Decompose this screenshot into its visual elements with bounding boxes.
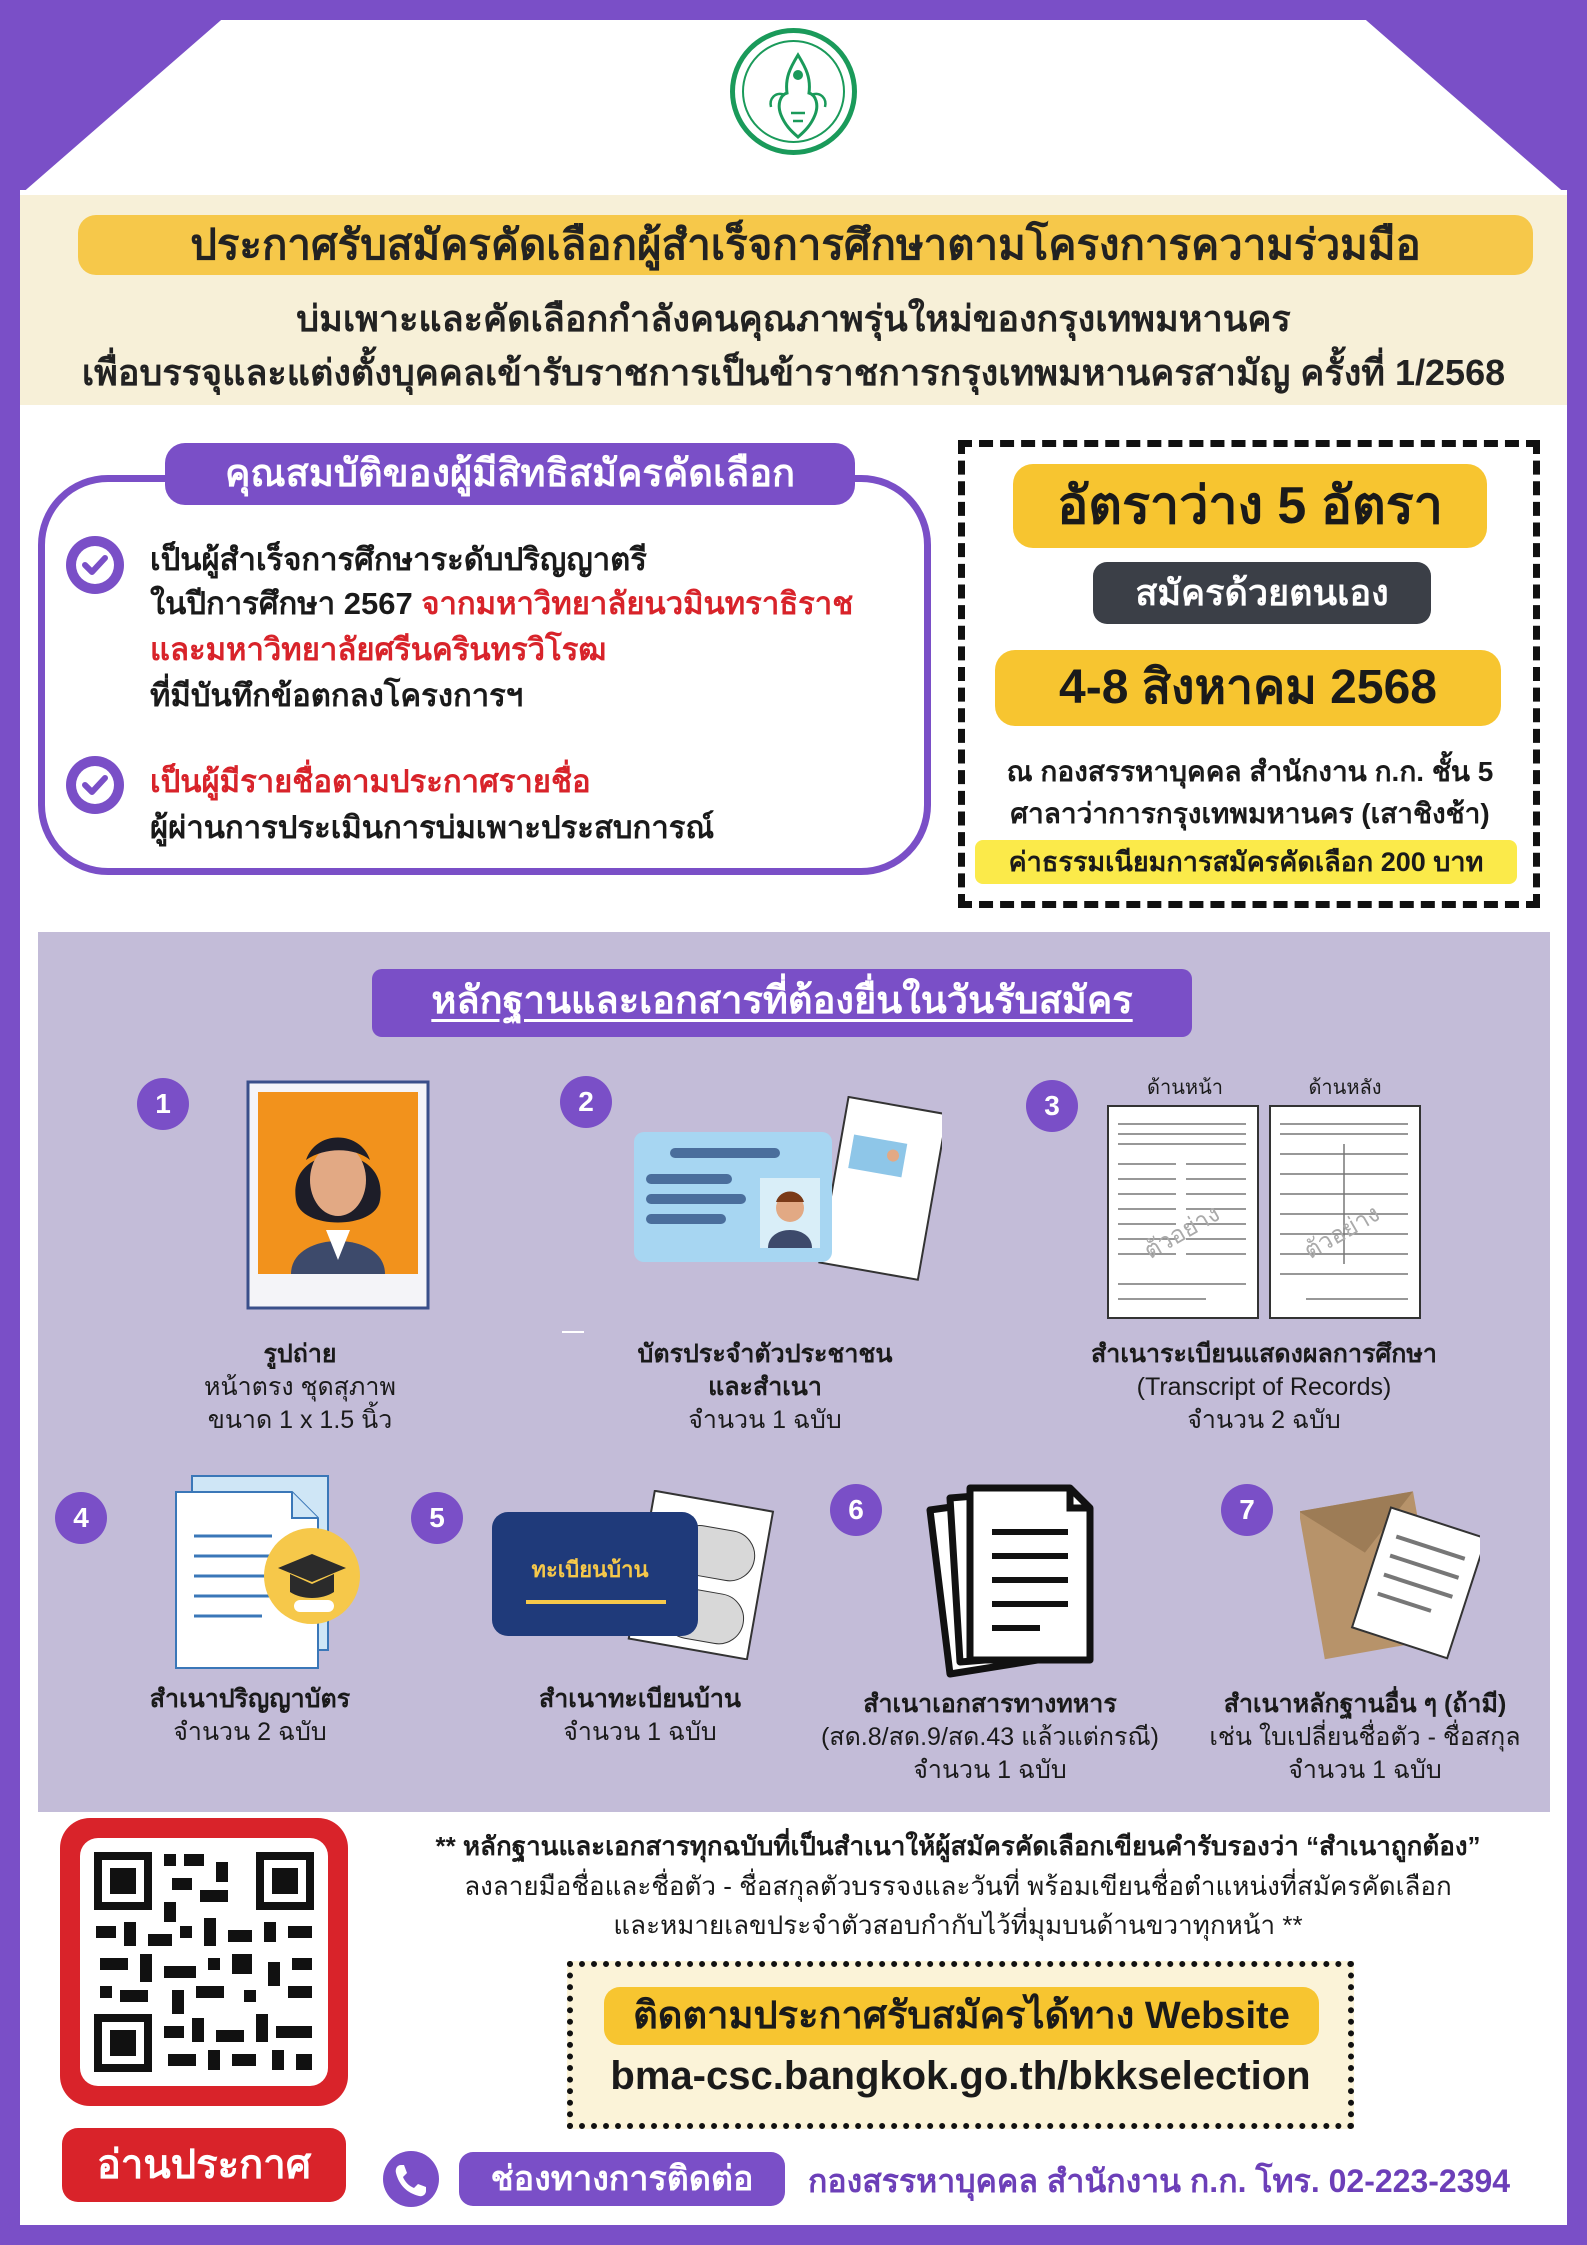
qualifications-heading: คุณสมบัติของผู้มีสิทธิสมัครคัดเลือก	[165, 443, 855, 505]
item-number-1: 1	[137, 1078, 189, 1130]
photo-icon	[246, 1080, 430, 1315]
subtitle-line-2: เพื่อบรรจุและแต่งตั้งบุคคลเข้ารับราชการเป็นข้าราชการกรุงเทพมหานครสามัญ ครั้งที่ 1/2568	[81, 352, 1506, 393]
house-book-label: ทะเบียนบ้าน	[531, 1557, 649, 1582]
item-number-2: 2	[560, 1076, 612, 1128]
back-label: ด้านหลัง	[1308, 1077, 1382, 1099]
frame-left	[0, 185, 20, 2245]
contact-label: ช่องทางการติดต่อ	[459, 2152, 785, 2206]
item-caption-6: สำเนาเอกสารทางทหาร (สด.8/สด.9/สด.43 แล้วแต่กรณี) จำนวน 1 ฉบับ	[820, 1690, 1159, 1784]
note-line-3: และหมายเลขประจำตัวสอบกำกับไว้ที่มุมบนด้านขวาทุกหน้า **	[613, 1910, 1303, 1940]
item-caption-1: รูปถ่าย หน้าตรง ชุดสุภาพ ขนาด 1 x 1.5 นิ้ว	[204, 1340, 396, 1434]
note-line-2: ลงลายมือชื่อและชื่อตัว - ชื่อสกุลตัวบรรจงและวันที่ พร้อมเขียนชื่อตำแหน่งที่สมัครคัดเลือก	[464, 1871, 1452, 1901]
website-label: ติดตามประกาศรับสมัครได้ทาง Website	[604, 1987, 1319, 2045]
qual-item1-line4: ที่มีบันทึกข้อตกลงโครงการฯ	[150, 678, 524, 713]
item-number-4: 4	[55, 1492, 107, 1544]
qual-item1-line2: ในปีการศึกษา 2567 จากมหาวิทยาลัยนวมินทราธิราช	[150, 586, 854, 621]
front-label: ด้านหน้า	[1147, 1077, 1223, 1099]
application-dates: 4-8 สิงหาคม 2568	[995, 650, 1501, 726]
phone-icon	[383, 2151, 439, 2207]
documents-heading: หลักฐานและเอกสารที่ต้องยื่นในวันรับสมัคร	[372, 969, 1192, 1037]
qual-item1-line3: และมหาวิทยาลัยศรีนครินทรวิโรฒ	[150, 632, 607, 667]
degree-certificate-icon	[172, 1472, 372, 1677]
contact-phone[interactable]: กองสรรหาบุคคล สำนักงาน ก.ก. โทร. 02-223-2394	[808, 2163, 1511, 2199]
check-icon	[66, 756, 124, 814]
divider-mark	[562, 1331, 584, 1333]
item-caption-7: สำเนาหลักฐานอื่น ๆ (ถ้ามี) เช่น ใบเปลี่ยนชื่อตัว - ชื่อสกุล จำนวน 1 ฉบับ	[1209, 1690, 1521, 1784]
check-icon	[66, 536, 124, 594]
id-card-icon	[632, 1096, 942, 1291]
subtitle-line-1: บ่มเพาะและคัดเลือกกำลังคนคุณภาพรุ่นใหม่ของกรุงเทพมหานคร	[296, 298, 1291, 339]
frame-right	[1567, 185, 1587, 2245]
military-documents-icon	[920, 1478, 1120, 1693]
item-caption-3: สำเนาระเบียนแสดงผลการศึกษา (Transcript of Records) จำนวน 2 ฉบับ	[1091, 1340, 1437, 1434]
application-place-1: ณ กองสรรหาบุคคล สำนักงาน ก.ก. ชั้น 5	[1006, 756, 1494, 787]
qual-item2-line2: ผู้ผ่านการประเมินการบ่มเพาะประสบการณ์	[150, 810, 715, 845]
application-fee: ค่าธรรมเนียมการสมัครคัดเลือก 200 บาท	[975, 840, 1517, 884]
watermark-front: ตัวอย่าง	[1139, 1200, 1225, 1265]
item-number-5: 5	[411, 1492, 463, 1544]
note-line-1: ** หลักฐานและเอกสารทุกฉบับที่เป็นสำเนาให้ผู้สมัครคัดเลือกเขียนคำรับรองว่า “สำเนาถูกต้อง”	[435, 1831, 1481, 1861]
application-place-2: ศาลาว่าการกรุงเทพมหานคร (เสาชิงช้า)	[1010, 798, 1490, 829]
watermark-back: ตัวอย่าง	[1299, 1200, 1385, 1265]
bma-seal-logo	[730, 28, 857, 155]
envelope-documents-icon	[1300, 1480, 1480, 1665]
item-caption-2: บัตรประจำตัวประชาชน และสำเนา จำนวน 1 ฉบับ	[637, 1340, 893, 1434]
vacancy-count: อัตราว่าง 5 อัตรา	[1013, 464, 1487, 548]
item-caption-5: สำเนาทะเบียนบ้าน จำนวน 1 ฉบับ	[538, 1685, 742, 1746]
item-caption-4: สำเนาปริญญาบัตร จำนวน 2 ฉบับ	[149, 1685, 351, 1746]
qual-item1-line1: เป็นผู้สำเร็จการศึกษาระดับปริญญาตรี	[150, 542, 647, 577]
page-title: ประกาศรับสมัครคัดเลือกผู้สำเร็จการศึกษาตามโครงการความร่วมมือ	[78, 215, 1533, 275]
website-url-link[interactable]: bma-csc.bangkok.go.th/bkkselection	[610, 2054, 1311, 2098]
item-number-7: 7	[1221, 1484, 1273, 1536]
qual-item2-line1: เป็นผู้มีรายชื่อตามประกาศรายชื่อ	[150, 764, 591, 799]
item-number-6: 6	[830, 1484, 882, 1536]
read-announcement-button[interactable]: อ่านประกาศ	[62, 2128, 346, 2202]
item-number-3: 3	[1026, 1080, 1078, 1132]
frame-bottom	[0, 2225, 1587, 2245]
qr-code[interactable]	[80, 1838, 328, 2086]
application-method: สมัครด้วยตนเอง	[1093, 562, 1431, 624]
